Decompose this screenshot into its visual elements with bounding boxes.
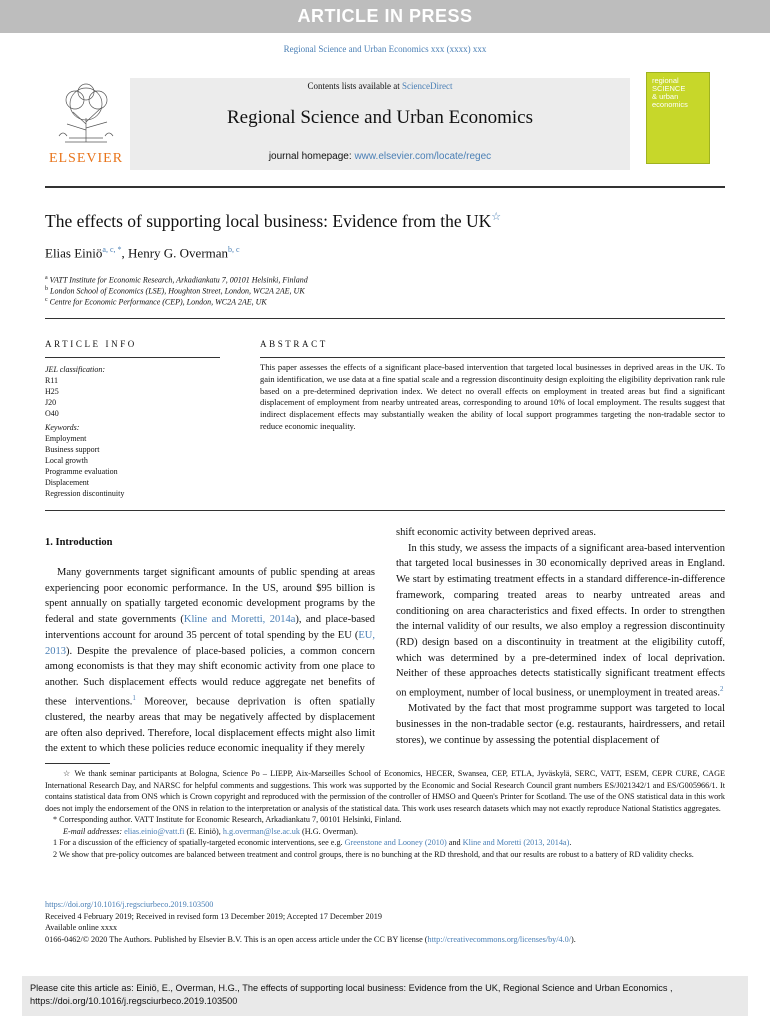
journal-homepage [130, 151, 630, 162]
jel-code: H25 [45, 387, 59, 396]
abstract-rule [260, 357, 725, 358]
journal-cover-text [652, 77, 706, 109]
citation-link[interactable]: Kline and Moretti (2013, 2014a) [462, 838, 570, 847]
intro-text: Moreover, because deprivation is often spatially clustered, the nearby areas that may be negatively affected by displacement are often also deprived. Therefore, local displacement effects might also limit the extent to which these policies reduce economic inequality if they merely [45, 696, 375, 755]
article-in-press-banner: ARTICLE IN PRESS [0, 0, 770, 33]
footnote-1-text: . [569, 838, 572, 847]
affiliation-a [45, 275, 308, 285]
cover-line: & urban [652, 92, 679, 101]
footnote-2-text: 2 We show that pre-policy outcomes are balanced between treatment and control groups, there is no bunching at the RD threshold, and that our results are robust to a battery of RD validity checks. [53, 849, 694, 859]
footnote-ref[interactable]: 1 [132, 693, 136, 702]
footnotes-block [45, 768, 725, 860]
jel-code: J20 [45, 398, 57, 407]
intro-continuation: shift economic activity between deprived areas. [396, 527, 597, 538]
intro-text: ). Despite the prevalence of place-based policies, a common concern among economists is that they may shift economic activity from one place to another. Such displacement effects would reduce aggregate net benefits of these interventions. [45, 645, 375, 708]
header-divider [45, 186, 725, 188]
keyword: Local growth [45, 456, 88, 465]
affiliation-marker: c [45, 297, 48, 303]
footnote-1-text: and [446, 838, 463, 847]
email-label: E-mail addresses: [63, 826, 125, 836]
affiliation-text: VATT Institute for Economic Research, Arkadiankatu 7, 00101 Helsinki, Finland [49, 275, 308, 285]
author-einio-affil[interactable]: a, c, * [102, 245, 122, 254]
intro-paragraph-1 [45, 565, 375, 757]
license-text: ). [571, 934, 576, 944]
footnote-rule [45, 763, 110, 764]
footnote-acknowledgement: ☆ We thank seminar participants at Bologna, Science Po – LIEPP, Aix-Marseilles School of Economics, HECER, Swansea, CEP, ETLA, Jyväskylä, SERC, VATT, ESEM, CEPR CURE, CAGE International Research Day, and NARSC for helpful comments and suggestions. This work was supported by the Economic and Social Research Council grant numbers ES/J021342/1 and ES/G005966/1. It contains statistical data from ONS which is Crown copyright and reproduced with the permission of the controller of HMSO and Queen's Printer for Scotland. The use of the ONS statistical data in this work does not imply the endorsement of the ONS in relation to the interpretation or analysis of the statistical data. This work uses research datasets which may not exactly reproduce National Statistics aggregates. [45, 769, 725, 813]
email-owner: (E. Einiö), [184, 826, 223, 836]
intro-paragraph-2: In this study, we assess the impacts of a significant area-based intervention that targeted local businesses in 30 economically deprived areas in England. We start by estimating treatment effects in a standard difference-in-difference framework, comparing treated areas to nearby untreated areas and conditioning on area characteristics and fixed effects. In order to strengthen the internal validity of our results, we also employ a regression discontinuity (RD) design based on a discontinuity in treatment at the eligibility cutoff, which was determined by a pre-determined index of local deprivation. Neither of these approaches detects statistically significant treatment effects on employment, number of local business, or unemployment in treated areas. [396, 542, 725, 699]
available-online: Available online xxxx [45, 923, 118, 932]
keyword: Business support [45, 445, 100, 454]
author-overman: , Henry G. Overman [121, 245, 229, 261]
email-link-einio[interactable]: elias.einio@vatt.fi [124, 826, 185, 836]
article-info-block [45, 364, 220, 499]
affiliation-marker: b [45, 286, 48, 292]
jel-code: R11 [45, 376, 59, 385]
abstract-text: This paper assesses the effects of a significant place-based intervention that targeted local businesses in deprived areas in the UK. To gain identification, we use data at a fine spatial scale and a regression discontinuity design exploiting the eligibility deprivation rank rule based on a pre-determined deprivation index. We detect no overall effects on employment in treated areas but find a significant displacement of employment from nearby untreated areas, corresponding to around 10% of local employment. The results suggest that indirect displacement effects may substantially weaken the ability of local support programmes targeting the non-tradable sector to reduce economic inequality. [260, 362, 725, 431]
article-info-rule [45, 357, 220, 358]
footnote-corresponding-author: * Corresponding author. VATT Institute for Economic Research, Arkadiankatu 7, 00101 Helsinki, Finland. [53, 815, 402, 824]
article-info-heading: ARTICLE INFO [45, 339, 137, 349]
keyword: Employment [45, 434, 87, 443]
intro-paragraph-3: Motivated by the fact that most programme support was targeted to local businesses in the non-tradable sector (e.g. restaurants, hairdressers, and retail stores), we continue by assessing the potential displacement of [396, 703, 725, 746]
citation-link[interactable]: EU, 2013 [45, 629, 375, 657]
author-overman-affil[interactable]: b, c [228, 245, 240, 254]
footnote-ref[interactable]: 2 [719, 685, 724, 694]
intro-text: ), and place-based interventions account for around 35 percent of total spending by the EU ( [45, 614, 375, 641]
citation-link[interactable]: Greenstone and Looney (2010) [344, 838, 447, 847]
author-line [45, 245, 240, 261]
intro-text: Many governments target significant amounts of public spending at areas experiencing poor economic performance. In the US, around $95 billion is spent annually on spatially targeted economic development programs by the federal and state governments ( [45, 567, 375, 626]
journal-title: Regional Science and Urban Economics [226, 107, 533, 128]
homepage-link[interactable]: www.elsevier.com/locate/regec [354, 151, 492, 162]
affiliation-c [45, 297, 267, 307]
author-einio: Elias Einiö [45, 245, 103, 261]
elsevier-wordmark: ELSEVIER [48, 151, 124, 166]
keyword: Programme evaluation [45, 467, 118, 476]
email-owner: (H.G. Overman). [299, 826, 358, 836]
citation-link[interactable]: Kline and Moretti, 2014a [183, 614, 296, 626]
license-text: 0166-0462/© 2020 The Authors. Published by Elsevier B.V. This is an open access article under the CC BY license ( [45, 934, 428, 944]
affiliation-divider [45, 318, 725, 319]
jel-label: JEL classification: [45, 365, 106, 374]
intro-right-column [396, 525, 725, 748]
journal-reference[interactable]: Regional Science and Urban Economics xxx (xxxx) xxx [283, 44, 487, 54]
contents-prefix: Contents lists available at [307, 81, 402, 91]
cover-line: SCIENCE [652, 84, 686, 93]
email-link-overman[interactable]: h.g.overman@lse.ac.uk [222, 826, 300, 836]
contents-line [130, 81, 630, 91]
citation-box: Please cite this article as: Einiö, E., Overman, H.G., The effects of supporting local business: Evidence from the UK, Regional Science and Urban Economics , https://doi.org/10.1016/j.regsciurbeco.2019.103500 [22, 976, 748, 1016]
keyword: Displacement [45, 478, 89, 487]
sciencedirect-link[interactable]: ScienceDirect [402, 81, 453, 91]
affiliation-text: Centre for Economic Performance (CEP), London, WC2A 2AE, UK [49, 297, 267, 307]
article-title [45, 210, 725, 232]
affiliation-b [45, 286, 305, 296]
title-footnote-star[interactable]: ☆ [491, 211, 502, 223]
received-dates: Received 4 February 2019; Received in revised form 13 December 2019; Accepted 17 December 2019 [45, 911, 382, 921]
affiliation-marker: a [45, 275, 48, 281]
keyword: Regression discontinuity [45, 489, 125, 498]
jel-code: O40 [45, 409, 59, 418]
footnote-1-text: 1 For a discussion of the efficiency of spatially-targeted economic interventions, see e.g. [53, 838, 345, 847]
affiliation-text: London School of Economics (LSE), Houghton Street, London, WC2A 2AE, UK [50, 286, 305, 296]
cover-line: economics [652, 100, 688, 109]
abstract-heading: ABSTRACT [260, 339, 328, 349]
doi-link[interactable]: https://doi.org/10.1016/j.regsciurbeco.2019.103500 [45, 900, 214, 909]
section-heading-introduction: 1. Introduction [45, 537, 113, 548]
cover-line: regional [652, 76, 679, 85]
abstract-divider [45, 510, 725, 511]
article-title-text: The effects of supporting local business: Evidence from the UK [45, 210, 492, 231]
publication-info [45, 899, 725, 945]
homepage-prefix: journal homepage: [268, 151, 355, 162]
license-link[interactable]: http://creativecommons.org/licenses/by/4.0/ [427, 934, 572, 944]
keywords-label: Keywords: [45, 423, 80, 432]
